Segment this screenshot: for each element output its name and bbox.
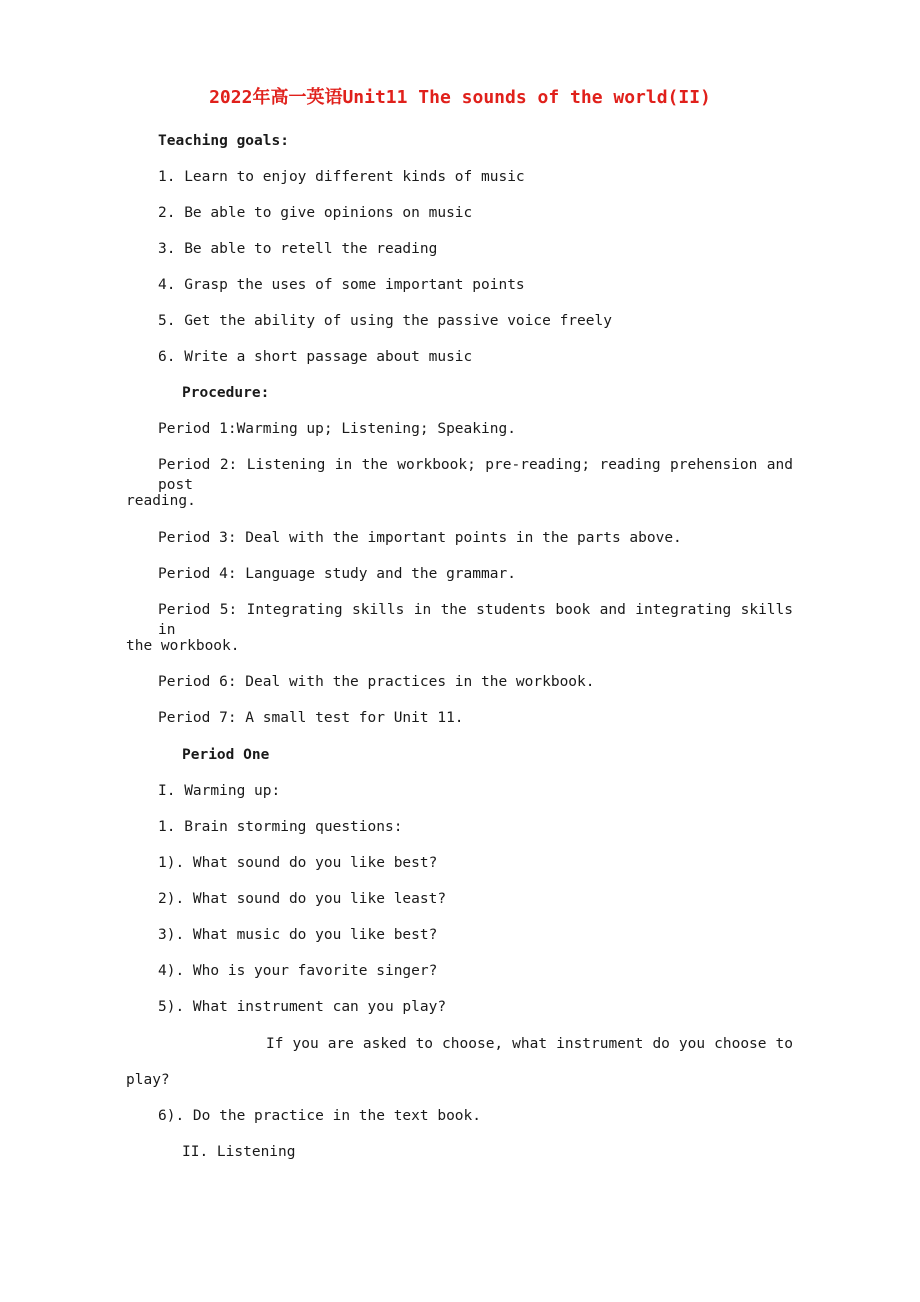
teaching-goals-heading: Teaching goals: (158, 133, 289, 149)
goal-item: 1. Learn to enjoy different kinds of music (158, 169, 525, 185)
warming-up-heading: I. Warming up: (158, 783, 281, 799)
followup-question: If you are asked to choose, what instrument do you choose to (266, 1036, 793, 1052)
practice-item: 6). Do the practice in the text book. (158, 1108, 482, 1124)
period-2-text: Period 2: Listening in the workbook; pre-reading; reading prehension and post (158, 457, 793, 493)
period-3-text: Period 3: Deal with the important points in the parts above. (158, 530, 682, 546)
question-item: 5). What instrument can you play? (158, 999, 447, 1015)
period-one-heading: Period One (182, 747, 270, 763)
page-title: 2022年高一英语Unit11 The sounds of the world(II) (209, 87, 711, 108)
question-item: 1). What sound do you like best? (158, 855, 438, 871)
goal-item: 3. Be able to retell the reading (158, 241, 438, 257)
question-item: 2). What sound do you like least? (158, 891, 447, 907)
goal-item: 5. Get the ability of using the passive voice freely (158, 313, 612, 329)
listening-heading: II. Listening (182, 1144, 296, 1160)
brainstorm-heading: 1. Brain storming questions: (158, 819, 403, 835)
period-5-text-continued: the workbook. (126, 638, 240, 654)
question-item: 3). What music do you like best? (158, 927, 438, 943)
period-5-text: Period 5: Integrating skills in the students book and integrating skills in (158, 602, 793, 638)
followup-question-continued: play? (126, 1072, 170, 1088)
period-2-text-continued: reading. (126, 493, 196, 509)
period-7-text: Period 7: A small test for Unit 11. (158, 710, 464, 726)
procedure-heading: Procedure: (182, 385, 270, 401)
period-1-text: Period 1:Warming up; Listening; Speaking. (158, 421, 516, 437)
goal-item: 6. Write a short passage about music (158, 349, 473, 365)
period-4-text: Period 4: Language study and the grammar. (158, 566, 516, 582)
question-item: 4). Who is your favorite singer? (158, 963, 438, 979)
goal-item: 4. Grasp the uses of some important points (158, 277, 525, 293)
goal-item: 2. Be able to give opinions on music (158, 205, 473, 221)
period-6-text: Period 6: Deal with the practices in the workbook. (158, 674, 595, 690)
